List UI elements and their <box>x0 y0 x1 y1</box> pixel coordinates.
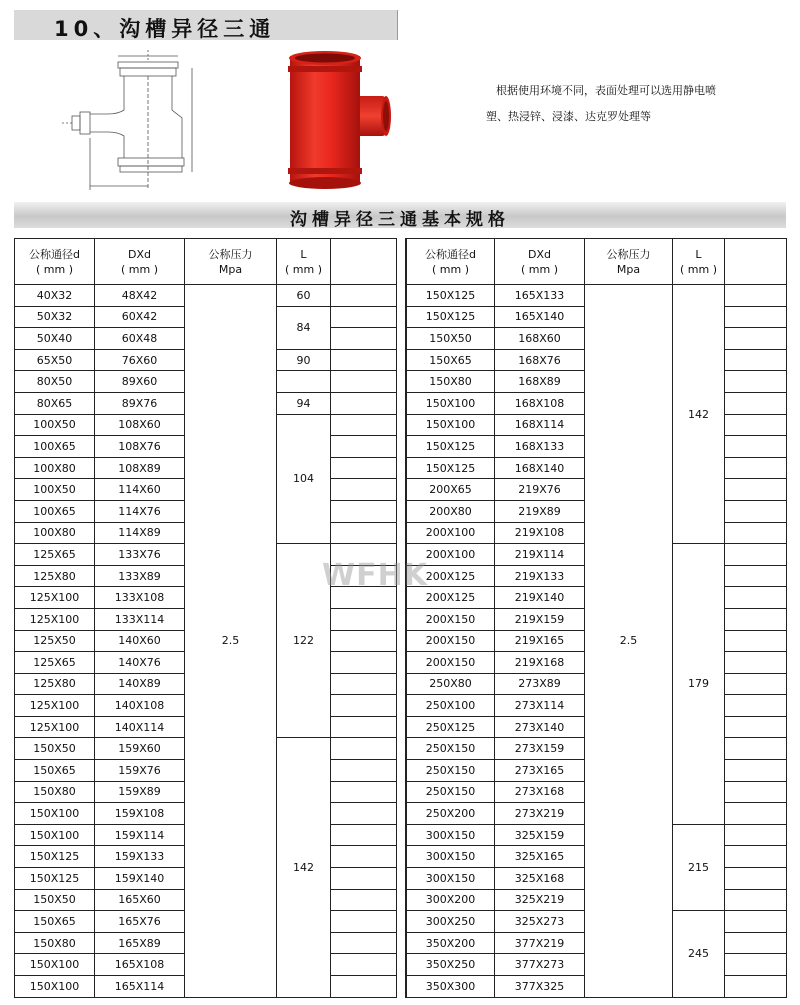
cell-nominal: 100X50 <box>15 479 95 501</box>
spec-table <box>14 238 786 1000</box>
cell-dxd: 219X159 <box>495 608 585 630</box>
cell-dxd: 168X76 <box>495 349 585 371</box>
cell-dxd: 159X133 <box>95 846 185 868</box>
cell-nominal: 200X125 <box>407 587 495 609</box>
cell-nominal: 200X150 <box>407 652 495 674</box>
cell-length: 104 <box>277 414 331 544</box>
cell-blank <box>331 414 397 436</box>
cell-nominal: 200X65 <box>407 479 495 501</box>
cell-nominal: 350X200 <box>407 932 495 954</box>
cell-dxd: 159X76 <box>95 760 185 782</box>
cell-blank <box>725 565 787 587</box>
cell-blank <box>331 803 397 825</box>
cell-blank <box>725 954 787 976</box>
cell-dxd: 133X108 <box>95 587 185 609</box>
cell-blank <box>331 587 397 609</box>
spec-table-right <box>406 238 787 998</box>
cell-dxd: 165X89 <box>95 932 185 954</box>
cell-nominal: 150X125 <box>15 868 95 890</box>
cell-blank <box>725 306 787 328</box>
header-blank <box>331 239 397 285</box>
cell-nominal: 250X150 <box>407 760 495 782</box>
cell-nominal: 150X125 <box>407 436 495 458</box>
cell-dxd: 168X140 <box>495 457 585 479</box>
cell-blank <box>725 371 787 393</box>
cell-blank <box>331 760 397 782</box>
cell-dxd: 165X76 <box>95 911 185 933</box>
cell-dxd: 114X60 <box>95 479 185 501</box>
cell-blank <box>331 565 397 587</box>
cell-nominal: 150X100 <box>15 824 95 846</box>
cell-blank <box>725 479 787 501</box>
cell-dxd: 159X108 <box>95 803 185 825</box>
cell-nominal: 200X125 <box>407 565 495 587</box>
cell-dxd: 273X114 <box>495 695 585 717</box>
cell-dxd: 168X108 <box>495 392 585 414</box>
cell-dxd: 89X60 <box>95 371 185 393</box>
cell-dxd: 165X140 <box>495 306 585 328</box>
cell-dxd: 273X89 <box>495 673 585 695</box>
cell-blank <box>331 846 397 868</box>
cell-dxd: 377X219 <box>495 932 585 954</box>
cell-dxd: 159X140 <box>95 868 185 890</box>
cell-dxd: 219X165 <box>495 630 585 652</box>
cell-dxd: 159X114 <box>95 824 185 846</box>
cell-pressure: 2.5 <box>185 285 277 998</box>
cell-nominal: 125X80 <box>15 673 95 695</box>
cell-blank <box>725 436 787 458</box>
cell-nominal: 300X250 <box>407 911 495 933</box>
cell-dxd: 76X60 <box>95 349 185 371</box>
cell-dxd: 219X168 <box>495 652 585 674</box>
cell-blank <box>725 889 787 911</box>
header-blank <box>725 239 787 285</box>
cell-dxd: 325X168 <box>495 868 585 890</box>
header-length: L ( mm ) <box>277 239 331 285</box>
cell-nominal: 150X50 <box>15 738 95 760</box>
cell-dxd: 273X168 <box>495 781 585 803</box>
cell-blank <box>725 911 787 933</box>
cell-dxd: 140X108 <box>95 695 185 717</box>
cell-length: 60 <box>277 285 331 307</box>
cell-nominal: 100X80 <box>15 522 95 544</box>
cell-dxd: 273X219 <box>495 803 585 825</box>
cell-blank <box>331 716 397 738</box>
cell-dxd: 108X89 <box>95 457 185 479</box>
cell-nominal: 125X65 <box>15 652 95 674</box>
cell-blank <box>725 500 787 522</box>
cell-length: 142 <box>277 738 331 997</box>
cell-nominal: 40X32 <box>15 285 95 307</box>
cell-dxd: 273X140 <box>495 716 585 738</box>
cell-length: 84 <box>277 306 331 349</box>
cell-nominal: 250X150 <box>407 781 495 803</box>
cell-blank <box>331 392 397 414</box>
cell-dxd: 219X140 <box>495 587 585 609</box>
cell-blank <box>331 630 397 652</box>
cell-blank <box>725 976 787 998</box>
cell-dxd: 114X89 <box>95 522 185 544</box>
cell-dxd: 60X42 <box>95 306 185 328</box>
cell-nominal: 150X100 <box>15 976 95 998</box>
cell-dxd: 165X108 <box>95 954 185 976</box>
note-line-1: 根据使用环境不同，表面处理可以选用静电喷 <box>496 84 716 97</box>
cell-blank <box>725 414 787 436</box>
cell-blank <box>725 392 787 414</box>
cell-nominal: 100X80 <box>15 457 95 479</box>
cell-dxd: 140X60 <box>95 630 185 652</box>
cell-dxd: 133X89 <box>95 565 185 587</box>
surface-treatment-note <box>486 78 786 130</box>
cell-nominal: 300X150 <box>407 824 495 846</box>
cell-blank <box>331 673 397 695</box>
cell-blank <box>331 781 397 803</box>
cell-dxd: 133X76 <box>95 544 185 566</box>
cell-blank <box>331 436 397 458</box>
cell-blank <box>725 760 787 782</box>
cell-length: 179 <box>673 544 725 825</box>
table-row <box>407 285 787 307</box>
cell-blank <box>331 738 397 760</box>
cell-blank <box>331 652 397 674</box>
cell-dxd: 165X133 <box>495 285 585 307</box>
header-pressure: 公称压力 Mpa <box>585 239 673 285</box>
cell-dxd: 325X159 <box>495 824 585 846</box>
cell-nominal: 300X200 <box>407 889 495 911</box>
watermark: WFHK <box>322 558 428 593</box>
cell-nominal: 200X100 <box>407 522 495 544</box>
cell-blank <box>331 868 397 890</box>
cell-blank <box>331 824 397 846</box>
cell-blank <box>331 500 397 522</box>
cell-nominal: 80X50 <box>15 371 95 393</box>
cell-blank <box>331 976 397 998</box>
cell-nominal: 125X100 <box>15 587 95 609</box>
cell-dxd: 60X48 <box>95 328 185 350</box>
cell-blank <box>725 846 787 868</box>
header-nominal: 公称通径d ( mm ) <box>15 239 95 285</box>
cell-nominal: 150X65 <box>407 349 495 371</box>
cell-nominal: 200X100 <box>407 544 495 566</box>
cell-blank <box>725 630 787 652</box>
cell-dxd: 108X76 <box>95 436 185 458</box>
cell-nominal: 150X65 <box>15 911 95 933</box>
cell-blank <box>331 479 397 501</box>
cell-blank <box>331 954 397 976</box>
cell-dxd: 114X76 <box>95 500 185 522</box>
table-row <box>15 285 397 307</box>
cell-blank <box>725 457 787 479</box>
cell-nominal: 150X80 <box>407 371 495 393</box>
cell-nominal: 200X150 <box>407 630 495 652</box>
cell-nominal: 100X50 <box>15 414 95 436</box>
cell-nominal: 200X80 <box>407 500 495 522</box>
cell-nominal: 100X65 <box>15 500 95 522</box>
cell-blank <box>331 608 397 630</box>
cell-blank <box>725 868 787 890</box>
cell-nominal: 150X100 <box>15 954 95 976</box>
header-pressure: 公称压力 Mpa <box>185 239 277 285</box>
cell-dxd: 48X42 <box>95 285 185 307</box>
cell-blank <box>331 522 397 544</box>
cell-nominal: 150X100 <box>15 803 95 825</box>
cell-nominal: 125X100 <box>15 695 95 717</box>
cell-blank <box>725 932 787 954</box>
cell-nominal: 250X100 <box>407 695 495 717</box>
cell-dxd: 165X114 <box>95 976 185 998</box>
cell-blank <box>725 587 787 609</box>
cell-nominal: 65X50 <box>15 349 95 371</box>
cell-dxd: 325X219 <box>495 889 585 911</box>
cell-length <box>277 371 331 393</box>
cell-nominal: 300X150 <box>407 846 495 868</box>
cell-nominal: 250X80 <box>407 673 495 695</box>
cell-blank <box>725 824 787 846</box>
cell-nominal: 150X100 <box>407 392 495 414</box>
cell-dxd: 168X60 <box>495 328 585 350</box>
cell-blank <box>725 349 787 371</box>
cell-dxd: 159X60 <box>95 738 185 760</box>
cell-nominal: 250X150 <box>407 738 495 760</box>
cell-length: 94 <box>277 392 331 414</box>
cell-nominal: 100X65 <box>15 436 95 458</box>
cell-dxd: 168X133 <box>495 436 585 458</box>
cell-dxd: 168X89 <box>495 371 585 393</box>
cell-blank <box>725 803 787 825</box>
cell-blank <box>331 911 397 933</box>
cell-blank <box>725 328 787 350</box>
cell-nominal: 125X65 <box>15 544 95 566</box>
header-dxd: DXd ( mm ) <box>95 239 185 285</box>
cell-nominal: 80X65 <box>15 392 95 414</box>
cell-blank <box>331 306 397 328</box>
cell-nominal: 350X300 <box>407 976 495 998</box>
cell-nominal: 50X40 <box>15 328 95 350</box>
cell-nominal: 150X125 <box>15 846 95 868</box>
cell-blank <box>725 522 787 544</box>
cell-nominal: 300X150 <box>407 868 495 890</box>
cell-nominal: 125X50 <box>15 630 95 652</box>
page-title: 10、沟槽异径三通 <box>54 17 276 41</box>
cell-dxd: 219X76 <box>495 479 585 501</box>
cell-dxd: 168X114 <box>495 414 585 436</box>
cell-nominal: 250X125 <box>407 716 495 738</box>
cell-blank <box>331 285 397 307</box>
table-divider <box>396 238 406 998</box>
cell-dxd: 377X273 <box>495 954 585 976</box>
title-bar <box>14 10 398 40</box>
cell-blank <box>725 738 787 760</box>
cell-dxd: 377X325 <box>495 976 585 998</box>
cell-length: 215 <box>673 824 725 910</box>
cell-dxd: 133X114 <box>95 608 185 630</box>
cell-dxd: 273X159 <box>495 738 585 760</box>
cell-nominal: 125X100 <box>15 608 95 630</box>
cell-blank <box>331 889 397 911</box>
cell-dxd: 159X89 <box>95 781 185 803</box>
cell-nominal: 150X80 <box>15 932 95 954</box>
cell-length: 142 <box>673 285 725 544</box>
header-dxd: DXd ( mm ) <box>495 239 585 285</box>
cell-blank <box>725 652 787 674</box>
cell-dxd: 140X89 <box>95 673 185 695</box>
cell-nominal: 350X250 <box>407 954 495 976</box>
cell-blank <box>725 544 787 566</box>
cell-blank <box>331 544 397 566</box>
cell-dxd: 325X273 <box>495 911 585 933</box>
cell-nominal: 125X100 <box>15 716 95 738</box>
note-line-2: 塑、热浸锌、浸漆、达克罗处理等 <box>486 110 651 123</box>
cell-nominal: 150X125 <box>407 306 495 328</box>
cell-dxd: 108X60 <box>95 414 185 436</box>
product-photo <box>282 46 394 192</box>
cell-nominal: 150X100 <box>407 414 495 436</box>
cell-length: 90 <box>277 349 331 371</box>
cell-length: 122 <box>277 544 331 738</box>
cell-dxd: 219X133 <box>495 565 585 587</box>
section-header <box>14 202 786 228</box>
cell-nominal: 150X50 <box>407 328 495 350</box>
cell-nominal: 150X50 <box>15 889 95 911</box>
cell-dxd: 219X108 <box>495 522 585 544</box>
cell-blank <box>725 716 787 738</box>
spec-table-left <box>14 238 397 998</box>
technical-drawing <box>58 48 198 196</box>
cell-blank <box>331 457 397 479</box>
cell-blank <box>725 695 787 717</box>
cell-blank <box>331 695 397 717</box>
header-nominal: 公称通径d ( mm ) <box>407 239 495 285</box>
cell-dxd: 219X89 <box>495 500 585 522</box>
cell-dxd: 165X60 <box>95 889 185 911</box>
cell-dxd: 140X114 <box>95 716 185 738</box>
cell-nominal: 200X150 <box>407 608 495 630</box>
cell-blank <box>331 371 397 393</box>
cell-blank <box>725 781 787 803</box>
cell-pressure: 2.5 <box>585 285 673 998</box>
cell-dxd: 89X76 <box>95 392 185 414</box>
cell-blank <box>725 608 787 630</box>
cell-blank <box>331 932 397 954</box>
cell-length: 245 <box>673 911 725 997</box>
cell-nominal: 50X32 <box>15 306 95 328</box>
cell-nominal: 150X125 <box>407 457 495 479</box>
cell-dxd: 219X114 <box>495 544 585 566</box>
section-title: 沟槽异径三通基本规格 <box>290 210 510 230</box>
cell-dxd: 273X165 <box>495 760 585 782</box>
cell-blank <box>331 349 397 371</box>
cell-nominal: 125X80 <box>15 565 95 587</box>
cell-nominal: 150X65 <box>15 760 95 782</box>
cell-blank <box>725 285 787 307</box>
cell-nominal: 150X125 <box>407 285 495 307</box>
cell-dxd: 325X165 <box>495 846 585 868</box>
header-length: L ( mm ) <box>673 239 725 285</box>
cell-dxd: 140X76 <box>95 652 185 674</box>
cell-nominal: 250X200 <box>407 803 495 825</box>
cell-nominal: 150X80 <box>15 781 95 803</box>
cell-blank <box>725 673 787 695</box>
cell-blank <box>331 328 397 350</box>
